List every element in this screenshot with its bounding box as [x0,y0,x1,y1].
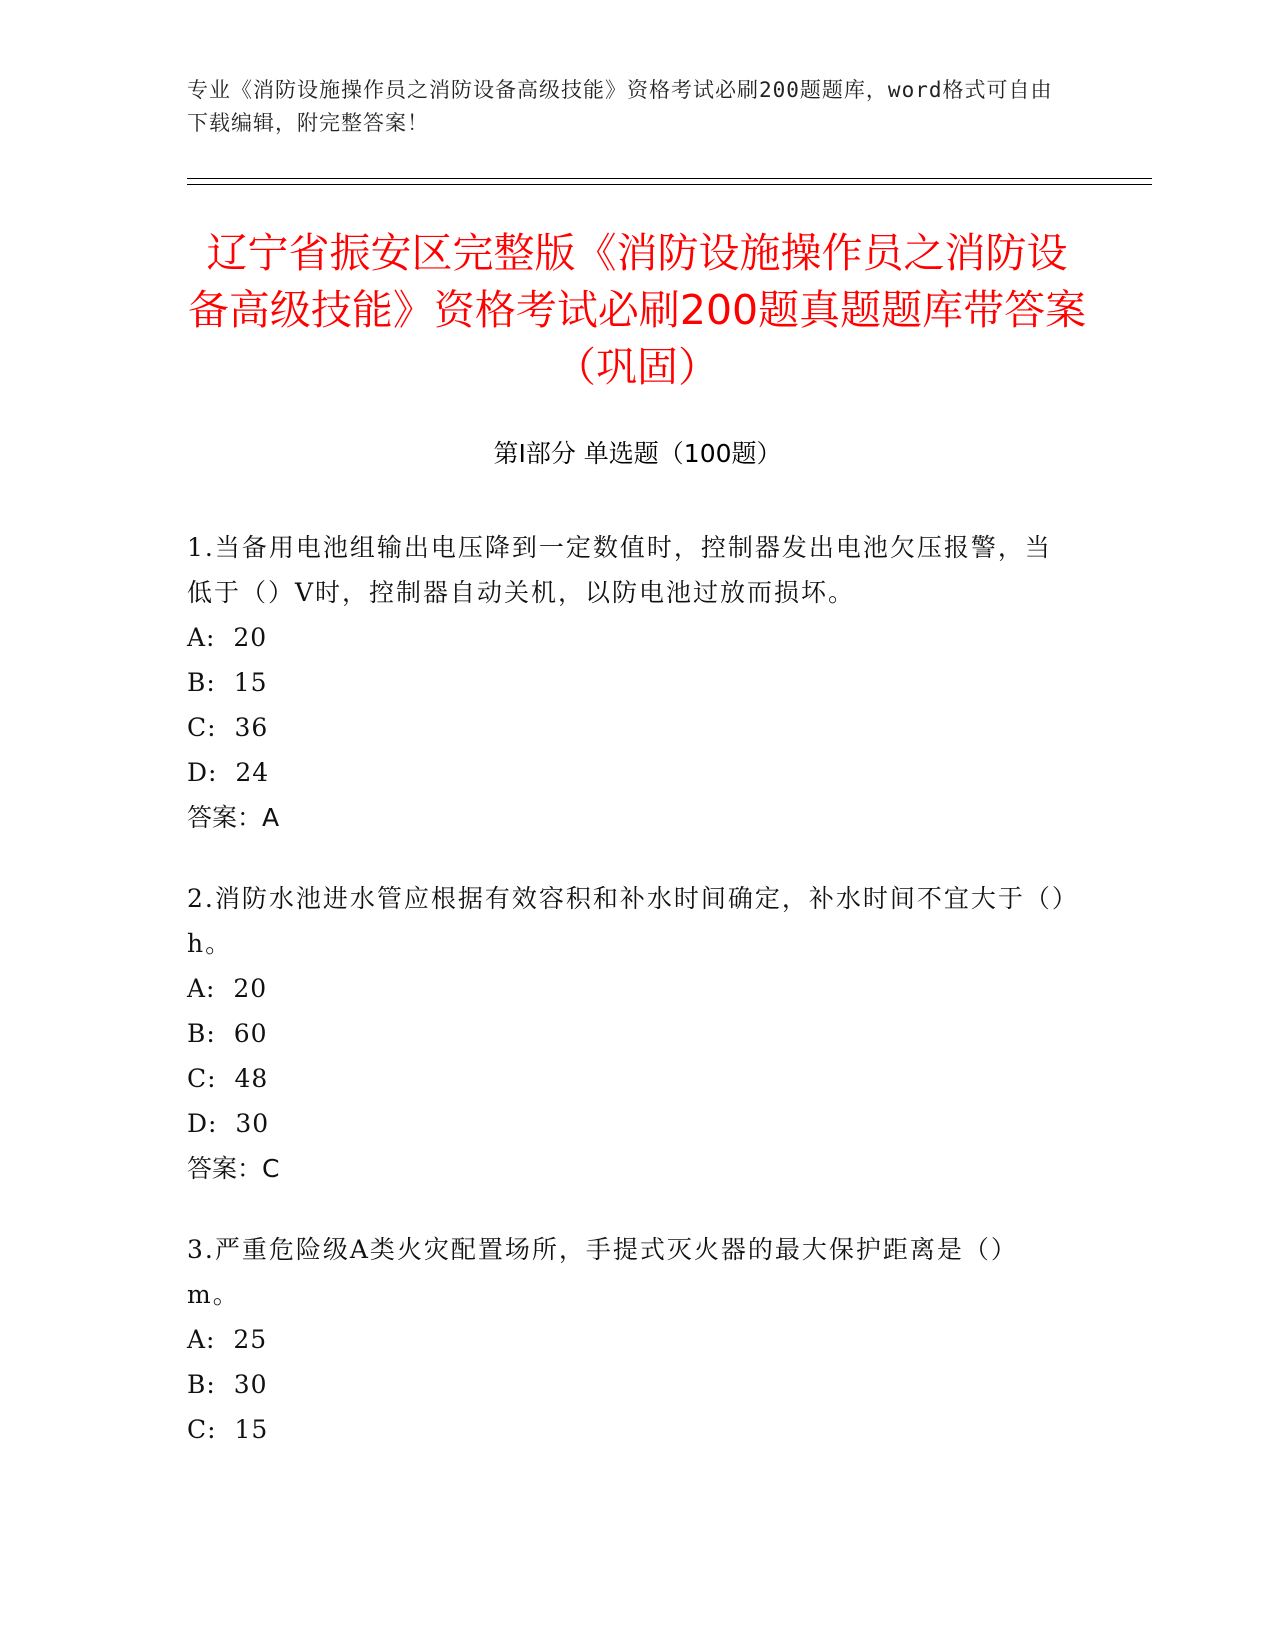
question-1 [187,525,1067,840]
question-stem: 3.严重危险级A类火灾配置场所，手提式灭火器的最大保护距离是（）m。 [187,1235,1018,1309]
option-a: A: 25 [187,1325,268,1354]
option-b: B: 15 [187,668,268,697]
question-3 [187,1227,1067,1452]
question-stem: 1.当备用电池组输出电压降到一定数值时，控制器发出电池欠压报警，当低于（）V时，控制器自动关机，以防电池过放而损坏。 [187,533,1052,607]
option-a: A: 20 [187,623,268,652]
header-divider-bottom [187,184,1152,185]
option-c: C: 15 [187,1415,269,1444]
section-heading: 第Ⅰ部分 单选题（100题） [493,439,782,468]
option-d: D: 24 [187,758,270,787]
header-note: 专业《消防设施操作员之消防设备高级技能》资格考试必刷200题题库，word格式可自由下载编辑，附完整答案！ [187,78,1053,135]
option-b: B: 30 [187,1370,268,1399]
answer-label: 答案：A [187,803,280,832]
document-title: 辽宁省振安区完整版《消防设施操作员之消防设备高级技能》资格考试必刷200题真题题库带答案（巩固） [187,229,1087,391]
header-divider-top [187,178,1152,179]
question-list [187,525,1067,1488]
question-stem: 2.消防水池进水管应根据有效容积和补水时间确定，补水时间不宜大于（）h。 [187,884,1067,958]
option-a: A: 20 [187,974,268,1003]
option-c: C: 48 [187,1064,269,1093]
option-b: B: 60 [187,1019,268,1048]
answer-label: 答案：C [187,1154,280,1183]
option-c: C: 36 [187,713,269,742]
option-d: D: 30 [187,1109,270,1138]
question-2 [187,876,1067,1191]
